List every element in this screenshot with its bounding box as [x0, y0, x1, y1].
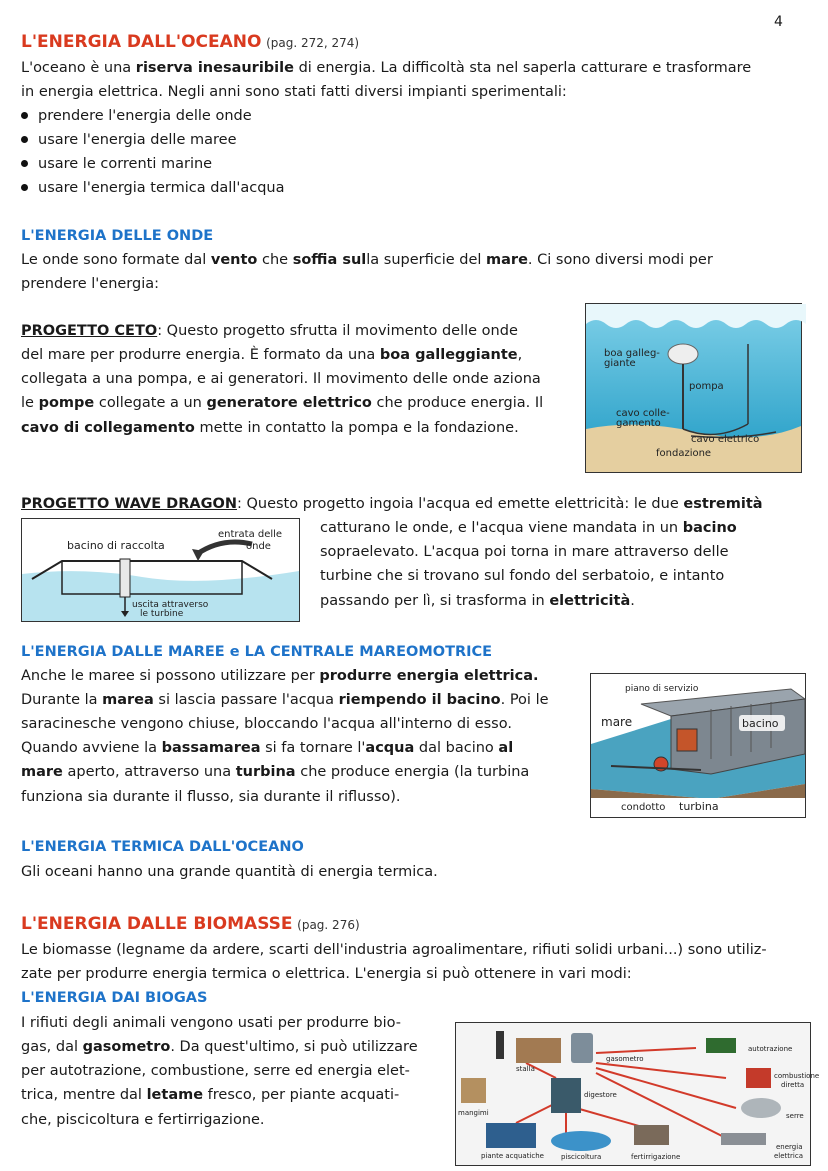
dragon-label-bacino: bacino di raccolta: [67, 539, 165, 552]
bullet-dot: [21, 112, 28, 119]
biogas-line-5: che, piscicoltura e fertirrigazione.: [21, 1112, 265, 1128]
waves-line-1: Le onde sono formate dal vento che soffia sulla superficie del mare. Ci sono diversi modi per: [21, 252, 713, 268]
biogas-label-energia: energia: [776, 1143, 803, 1151]
biogas-figure: [455, 1022, 820, 1166]
biogas-line-2: gas, dal gasometro. Da quest'ultimo, si può utilizzare: [21, 1039, 418, 1055]
biomass-pages: (pag. 276): [297, 918, 360, 932]
biogas-label-serre: serre: [786, 1112, 804, 1120]
biogas-label-combustione: combustione: [774, 1072, 820, 1080]
dragon-label-entrata: entrata delle: [218, 529, 283, 540]
biogas-line-4: trica, mentre dal letame fresco, per piante acquati-: [21, 1087, 400, 1103]
tides-title: L'ENERGIA DALLE MAREE e LA CENTRALE MAREOMOTRICE: [21, 644, 493, 660]
dragon-line-1: PROGETTO WAVE DRAGON: Questo progetto ingoia l'acqua ed emette elettricità: le due estremità: [21, 496, 763, 512]
ocean-heading: [21, 32, 359, 53]
tides-label-condotto: condotto: [621, 802, 666, 813]
ceto-label-fondazione: fondazione: [656, 448, 712, 459]
biogas-label-autotrazione: autotrazione: [748, 1045, 793, 1053]
waves-line-2: prendere l'energia:: [21, 276, 160, 292]
dragon-line-4: turbine che si trovano sul fondo del serbatoio, e intanto: [320, 568, 725, 584]
biogas-label-combustione-2: diretta: [781, 1081, 805, 1089]
biogas-label-piante: piante acquatiche: [481, 1152, 544, 1160]
ceto-label-cavo-elettrico: cavo elettrico: [691, 434, 760, 445]
tides-line-2: Durante la marea si lascia passare l'acqua riempendo il bacino. Poi le: [21, 692, 549, 708]
waves-title: L'ENERGIA DELLE ONDE: [21, 228, 214, 244]
dragon-label: PROGETTO WAVE DRAGON: [21, 496, 237, 512]
biogas-label-mangimi: mangimi: [458, 1109, 489, 1117]
ceto-line-1: PROGETTO CETO: Questo progetto sfrutta il movimento delle onde: [21, 323, 518, 339]
thermal-line-1: Gli oceani hanno una grande quantità di energia termica.: [21, 864, 438, 880]
ceto-line-3: collegata a una pompa, e ai generatori. Il movimento delle onde aziona: [21, 371, 541, 387]
biomass-line-1: Le biomasse (legname da ardere, scarti dell'industria agroalimentare, rifiuti solidi urbani...) sono utiliz-: [21, 942, 767, 958]
dragon-line-5: passando per lì, si trasforma in elettricità.: [320, 593, 635, 609]
ocean-bullet-4: usare l'energia termica dall'acqua: [38, 180, 285, 196]
ceto-label-cavo-2: gamento: [616, 418, 661, 429]
biogas-line-3: per autotrazione, combustione, serre ed energia elet-: [21, 1063, 410, 1079]
biomass-title: L'ENERGIA DALLE BIOMASSE: [21, 914, 293, 934]
biogas-title: L'ENERGIA DAI BIOGAS: [21, 990, 208, 1006]
dragon-line-3: sopraelevato. L'acqua poi torna in mare attraverso delle: [320, 544, 729, 560]
biogas-label-stalla: stalla: [516, 1065, 535, 1073]
page-number: 4: [774, 14, 783, 30]
dragon-label-entrata-2: onde: [246, 541, 271, 552]
tides-label-bacino: bacino: [742, 717, 779, 730]
ceto-label: PROGETTO CETO: [21, 323, 158, 339]
bullet-dot: [21, 136, 28, 143]
bullet-dot: [21, 184, 28, 191]
biomass-line-2: zate per produrre energia termica o elettrica. L'energia si può ottenere in vari modi:: [21, 966, 632, 982]
tides-figure: [590, 673, 806, 818]
dragon-label-uscita-2: le turbine: [140, 609, 184, 619]
tides-line-6: funziona sia durante il flusso, sia durante il riflusso).: [21, 789, 401, 805]
dragon-line-2: catturano le onde, e l'acqua viene mandata in un bacino: [320, 520, 737, 536]
bullet-dot: [21, 160, 28, 167]
tides-label-mare: mare: [601, 715, 633, 729]
ocean-bullet-2: usare l'energia delle maree: [38, 132, 237, 148]
tides-line-3: saracinesche vengono chiuse, bloccando l'acqua all'interno di esso.: [21, 716, 512, 732]
biogas-label-energia-2: elettrica: [774, 1152, 804, 1160]
biogas-label-gasometro: gasometro: [606, 1055, 644, 1063]
biogas-label-digestore: digestore: [584, 1091, 617, 1099]
ceto-label-boa-2: giante: [604, 358, 636, 369]
tides-line-1: Anche le maree si possono utilizzare per produrre energia elettrica.: [21, 668, 539, 684]
ocean-title: L'ENERGIA DALL'OCEANO: [21, 32, 262, 52]
dragon-label-uscita: uscita attraverso: [132, 600, 209, 610]
ceto-label-pompa: pompa: [689, 381, 724, 392]
ceto-label-boa: boa galleg-: [604, 348, 660, 359]
ceto-line-4: le pompe collegate a un generatore elettrico che produce energia. Il: [21, 395, 544, 411]
tides-label-turbina: turbina: [679, 800, 719, 813]
ceto-figure: [585, 303, 802, 473]
ocean-intro-line-2: in energia elettrica. Negli anni sono stati fatti diversi impianti sperimentali:: [21, 84, 567, 100]
ceto-line-5: cavo di collegamento mette in contatto la pompa e la fondazione.: [21, 420, 519, 436]
dragon-figure: [21, 518, 300, 622]
ocean-pages: (pag. 272, 274): [266, 36, 360, 50]
ocean-bullet-1: prendere l'energia delle onde: [38, 108, 252, 124]
tides-line-5: mare aperto, attraverso una turbina che produce energia (la turbina: [21, 764, 530, 780]
biogas-label-piscicoltura: piscicoltura: [561, 1153, 602, 1161]
biomass-heading: [21, 914, 360, 935]
biogas-line-1: I rifiuti degli animali vengono usati per produrre bio-: [21, 1015, 401, 1031]
ceto-label-cavo: cavo colle-: [616, 408, 670, 419]
biogas-label-fertirrigazione: fertirrigazione: [631, 1153, 681, 1161]
ocean-bullet-3: usare le correnti marine: [38, 156, 213, 172]
ocean-intro-line-1: L'oceano è una riserva inesauribile di energia. La difficoltà sta nel saperla catturare e trasformare: [21, 60, 752, 76]
thermal-title: L'ENERGIA TERMICA DALL'OCEANO: [21, 839, 304, 855]
tides-line-4: Quando avviene la bassamarea si fa tornare l'acqua dal bacino al: [21, 740, 514, 756]
ceto-line-2: del mare per produrre energia. È formato da una boa galleggiante,: [21, 347, 523, 363]
tides-label-piano: piano di servizio: [625, 684, 699, 694]
